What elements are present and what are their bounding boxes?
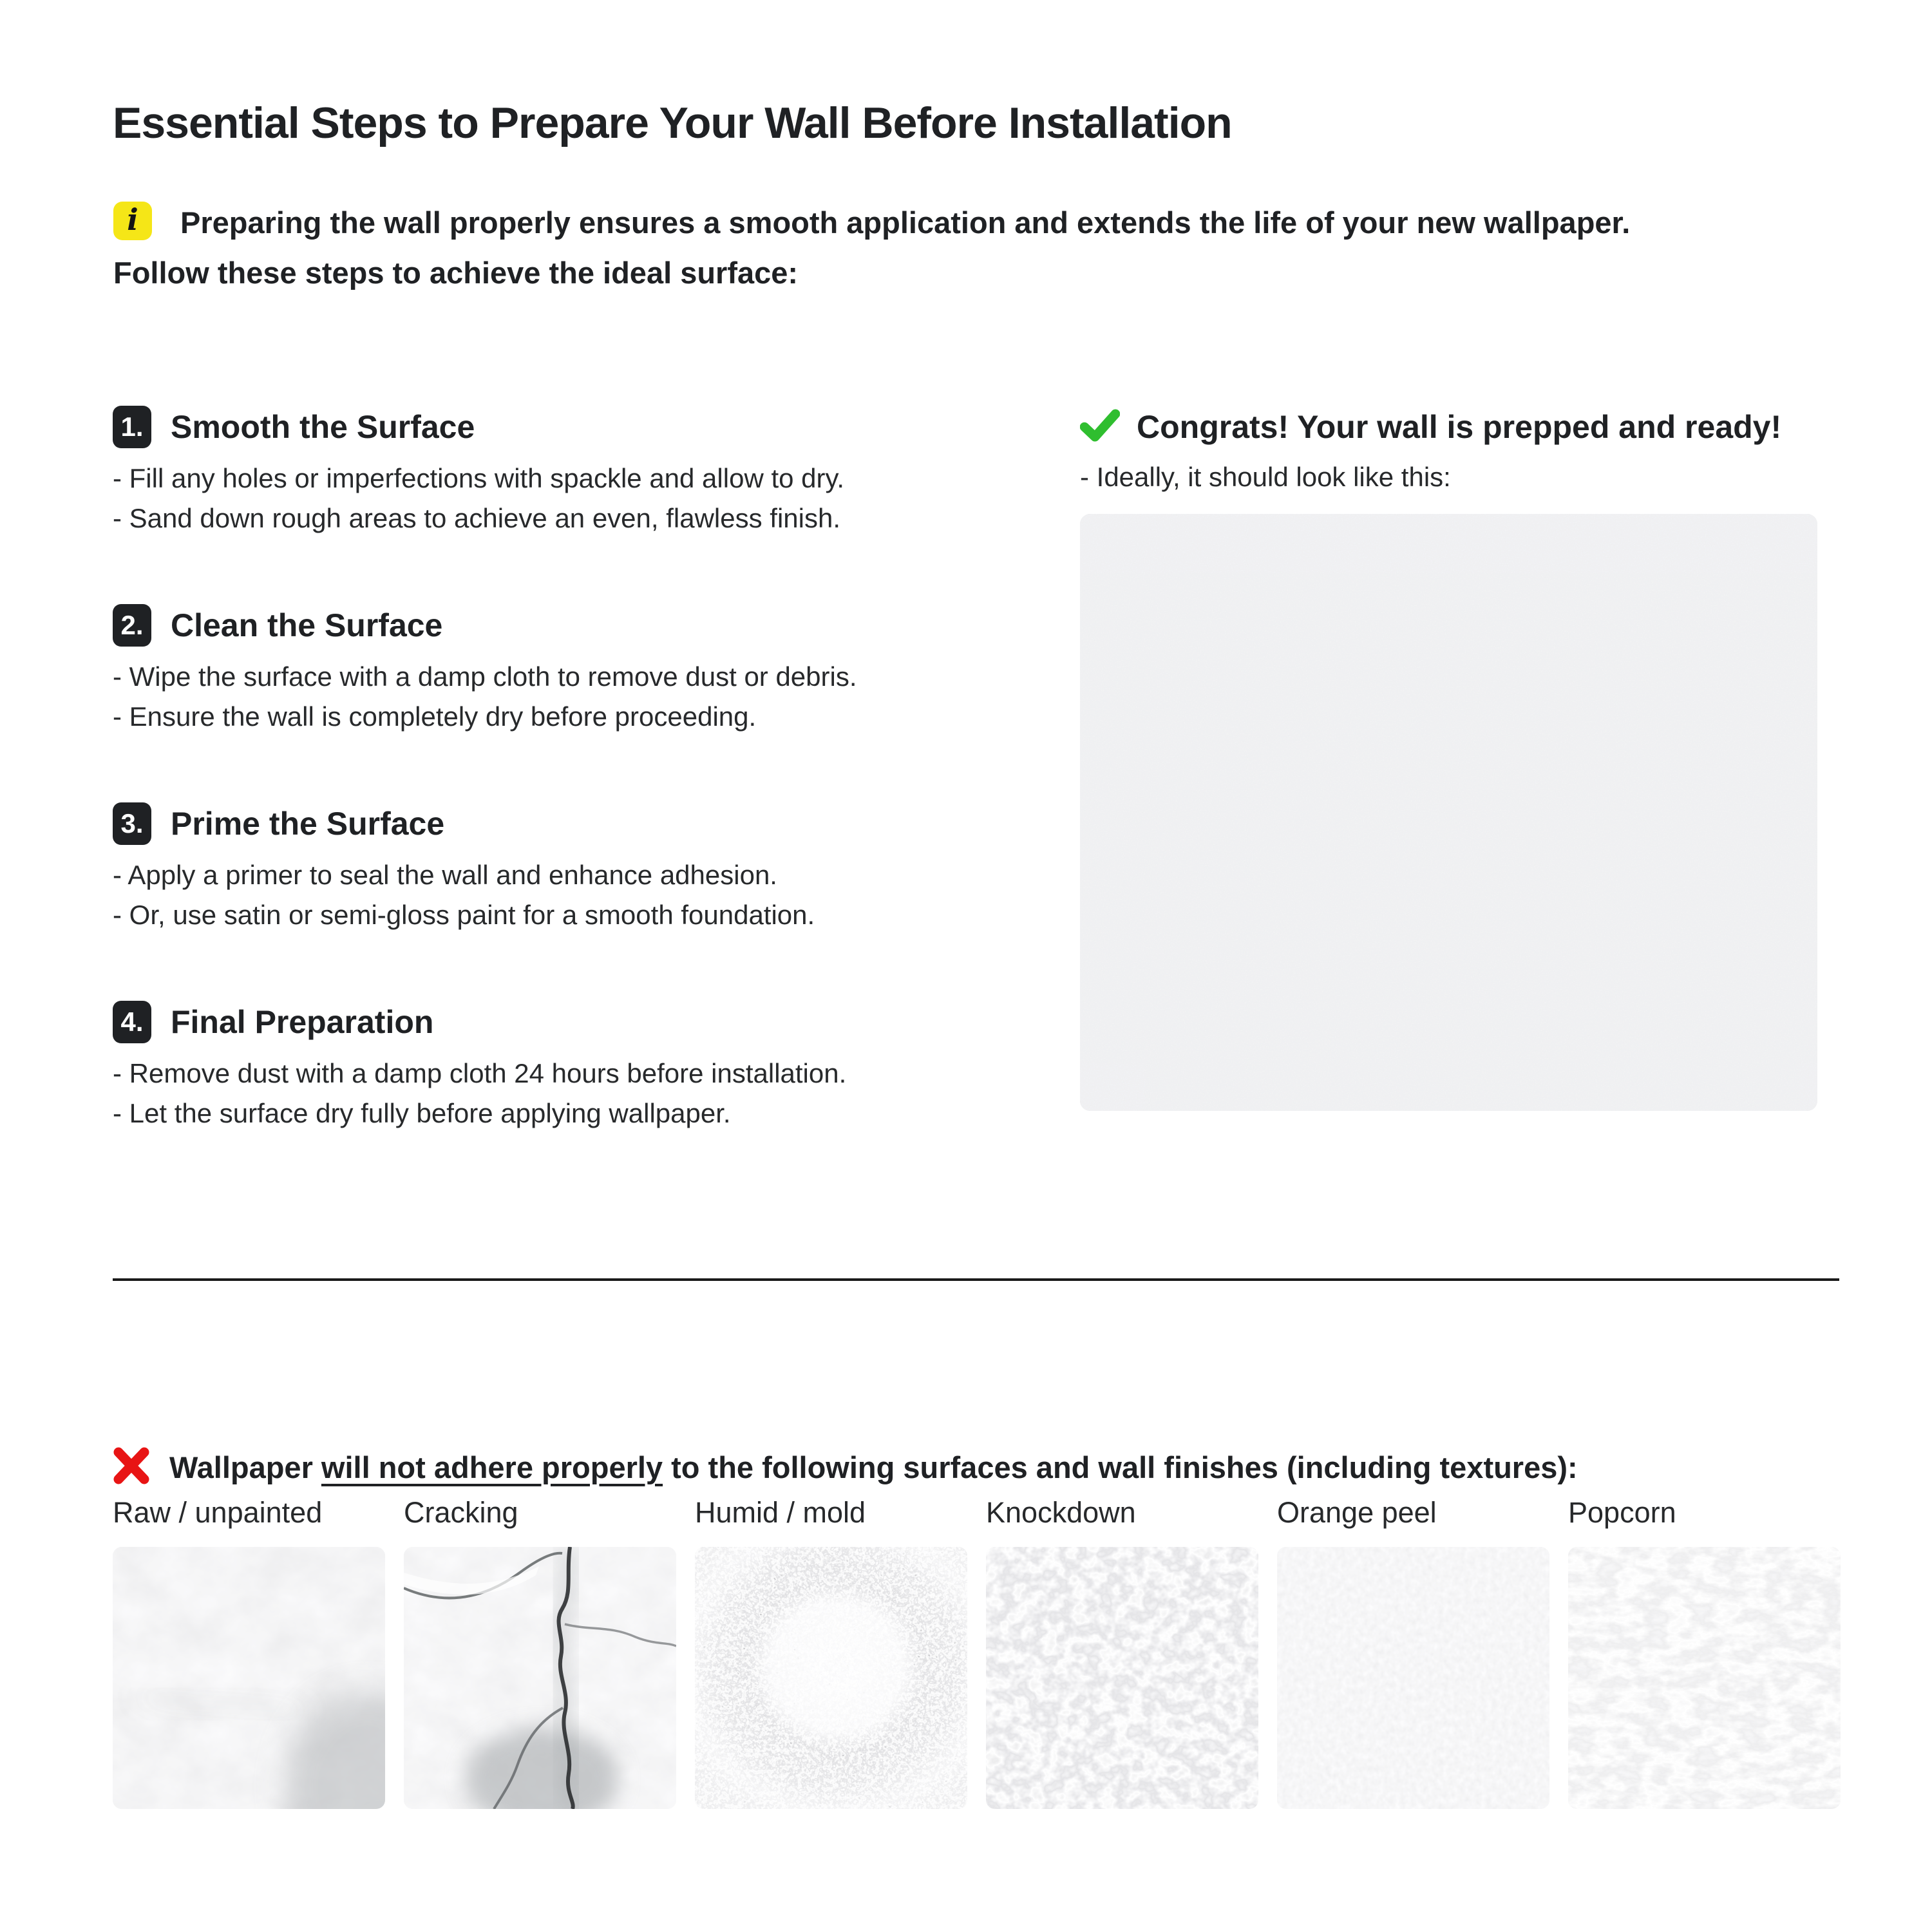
checkmark-icon [1080, 409, 1120, 446]
step-4-bullet-1: - Remove dust with a damp cloth 24 hours before installation. [113, 1058, 847, 1088]
success-header [1080, 406, 1853, 448]
surface-knockdown [986, 1495, 1258, 1809]
warning-text-prefix: Wallpaper [169, 1450, 321, 1484]
step-4-number-badge: 4. [113, 1001, 151, 1043]
step-3-header [113, 802, 1066, 845]
warning-text-suffix: to the following surfaces and wall finishes (including textures): [663, 1450, 1578, 1484]
surface-cracking [404, 1495, 676, 1809]
surface-orange-peel-label: Orange peel [1277, 1496, 1437, 1529]
texture-humid-mold-image [695, 1547, 967, 1809]
step-3-bullet-1: - Apply a primer to seal the wall and enhance adhesion. [113, 860, 777, 890]
texture-popcorn-image [1568, 1547, 1841, 1809]
step-1 [113, 406, 1066, 538]
warning-text [169, 1450, 1578, 1485]
step-2-bullet-2: - Ensure the wall is completely dry before proceeding. [113, 701, 757, 732]
step-4-title: Final Preparation [171, 1004, 434, 1040]
bad-surfaces-row [113, 1495, 1841, 1809]
step-1-bullet-1: - Fill any holes or imperfections with spackle and allow to dry. [113, 463, 845, 493]
surface-humid-mold-label: Humid / mold [695, 1496, 866, 1529]
step-2-title: Clean the Surface [171, 607, 443, 643]
step-2-bullets [113, 657, 1066, 737]
step-4 [113, 1001, 1066, 1133]
success-section [1080, 406, 1853, 497]
texture-orange-peel-image [1277, 1547, 1549, 1809]
step-3-bullets [113, 855, 1066, 935]
info-icon-glyph: i [127, 202, 138, 237]
surface-raw-unpainted [113, 1495, 385, 1809]
cross-icon [113, 1445, 150, 1490]
surface-raw-unpainted-label: Raw / unpainted [113, 1496, 323, 1529]
surface-cracking-label: Cracking [404, 1496, 518, 1529]
texture-raw-unpainted-image [113, 1547, 385, 1809]
step-2-header [113, 604, 1066, 647]
step-1-number-badge: 1. [113, 406, 151, 448]
surface-popcorn-label: Popcorn [1568, 1496, 1676, 1529]
step-3-title: Prime the Surface [171, 806, 445, 842]
step-2 [113, 604, 1066, 737]
warning-header [113, 1444, 1578, 1490]
prepped-wall-image [1080, 514, 1817, 1111]
step-1-title: Smooth the Surface [171, 409, 475, 445]
step-4-bullet-2: - Let the surface dry fully before applying wallpaper. [113, 1098, 731, 1128]
step-4-header [113, 1001, 1066, 1043]
warning-text-emphasis: will not adhere properly [321, 1450, 663, 1484]
surface-knockdown-label: Knockdown [986, 1496, 1136, 1529]
surface-humid-mold [695, 1495, 967, 1809]
surface-popcorn [1568, 1495, 1841, 1809]
step-3-bullet-2: - Or, use satin or semi-gloss paint for a smooth foundation. [113, 900, 815, 930]
step-3-number-badge: 3. [113, 802, 151, 845]
intro-text-line-2: Follow these steps to achieve the ideal surface: [113, 256, 799, 290]
step-2-number-badge: 2. [113, 604, 151, 647]
intro-text-line-1: Preparing the wall properly ensures a smooth application and extends the life of your new wallpaper. [180, 205, 1631, 240]
section-divider [113, 1278, 1839, 1281]
step-1-bullet-2: - Sand down rough areas to achieve an even, flawless finish. [113, 503, 841, 533]
info-icon [113, 202, 152, 240]
texture-cracking-image [404, 1547, 676, 1809]
texture-knockdown-image [986, 1547, 1258, 1809]
step-4-bullets [113, 1054, 1066, 1133]
surface-orange-peel [1277, 1495, 1549, 1809]
step-1-header [113, 406, 1066, 448]
success-title: Congrats! Your wall is prepped and ready! [1137, 409, 1782, 445]
success-note: - Ideally, it should look like this: [1080, 462, 1451, 492]
page-title: Essential Steps to Prepare Your Wall Before Installation [113, 99, 1232, 147]
step-1-bullets [113, 459, 1066, 538]
step-3 [113, 802, 1066, 935]
step-2-bullet-1: - Wipe the surface with a damp cloth to remove dust or debris. [113, 661, 857, 692]
